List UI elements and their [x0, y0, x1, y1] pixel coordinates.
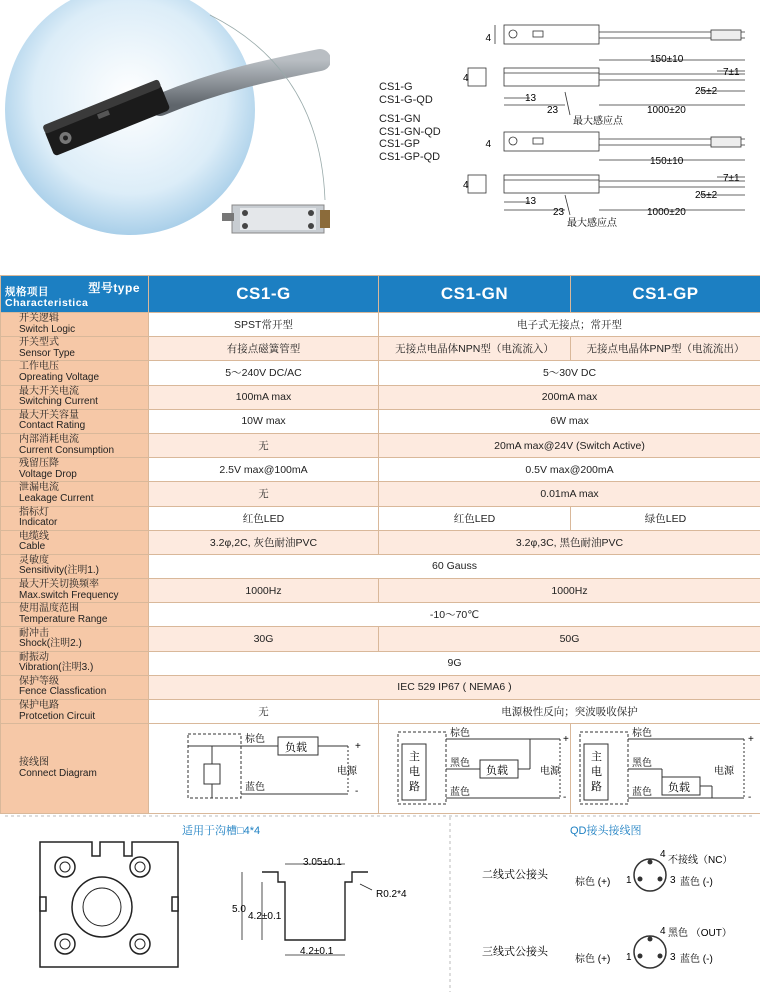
- pin-4-label: 黑色 （OUT）: [668, 928, 732, 939]
- cell-g: 红色LED: [149, 506, 379, 530]
- table-row-wiring: [1, 724, 760, 814]
- wiring-cs1-g: [149, 724, 379, 814]
- cylinder-profile: [40, 842, 178, 967]
- row-label-en: Connect Diagram: [19, 767, 97, 779]
- main-circuit-1: 主: [408, 751, 420, 764]
- cell-ngp: 电源极性反向；突波吸收保护: [379, 700, 760, 724]
- dimension-drawing: [455, 5, 760, 230]
- table-row: [1, 603, 760, 627]
- corner-item-cn: 规格项目: [5, 286, 49, 298]
- row-label-cn: 泄漏电流: [19, 482, 59, 494]
- cell-g: SPST常开型: [149, 313, 379, 337]
- bottom-drawings: [0, 812, 760, 995]
- slot-title: 适用于沟槽□4*4: [182, 825, 261, 837]
- model-list-reed: [379, 81, 433, 106]
- row-label-en: Current Consumption: [19, 444, 115, 456]
- cell-all: 9G: [149, 651, 760, 675]
- cell-ngp: 20mA max@24V (Switch Active): [379, 433, 760, 457]
- pin-4: 4: [660, 849, 666, 860]
- power-label: 电源: [336, 766, 357, 778]
- table-row: [1, 554, 760, 578]
- sense-point-label: 最大感应点: [567, 218, 617, 229]
- column-cs1-gp: CS1-GP: [571, 276, 760, 313]
- cell-g: 10W max: [149, 409, 379, 433]
- table-header: [1, 276, 760, 313]
- table-row: [1, 700, 760, 724]
- slot-section: [242, 864, 372, 955]
- cell-g: 2.5V max@100mA: [149, 458, 379, 482]
- main-circuit-1: 主: [590, 751, 602, 764]
- row-label-cn: 接线图: [19, 757, 49, 769]
- corner-item-en: Characteristica: [5, 297, 89, 309]
- table-row: [1, 313, 760, 337]
- wiring-diagram-reed: [150, 724, 378, 810]
- pin-4: 4: [660, 926, 666, 937]
- cell-g: 无: [149, 433, 379, 457]
- row-label-cn: 保护等级: [19, 675, 59, 687]
- row-label-en: Sensor Type: [19, 347, 75, 359]
- two-wire-label: 二线式公接头: [482, 869, 548, 881]
- wire-blue: 蓝色: [244, 782, 265, 794]
- wire-brown: 棕色: [244, 734, 265, 746]
- corner-type: 型号type: [88, 281, 140, 295]
- pin-3-label: 蓝色 (-): [680, 954, 713, 965]
- row-label: [1, 530, 149, 554]
- row-label: [1, 506, 149, 530]
- pin-1-label: 棕色 (+): [575, 877, 611, 888]
- pin-3: 3: [670, 952, 676, 963]
- row-label: [1, 458, 149, 482]
- main-circuit-2: 电: [590, 766, 602, 779]
- dim-150: 150±10: [650, 54, 684, 65]
- cell-gp: 绿色LED: [571, 506, 760, 530]
- row-label-en: Temperature Range: [19, 613, 108, 625]
- row-label-en: Vibration(注明3.): [19, 662, 94, 674]
- row-label: [1, 385, 149, 409]
- row-label-en: Sensitivity(注明1.): [19, 565, 100, 577]
- cell-g: 有接点磁簧管型: [149, 337, 379, 361]
- cell-g: 无: [149, 700, 379, 724]
- minus-sign: -: [354, 786, 358, 798]
- cell-g: 100mA max: [149, 385, 379, 409]
- row-label-cn: 开关型式: [19, 337, 59, 349]
- row-label-en: Shock(注明2.): [19, 638, 82, 650]
- row-label-cn: 最大开关切换频率: [19, 579, 99, 591]
- row-label-en: Contact Rating: [19, 420, 86, 432]
- table-row: [1, 651, 760, 675]
- table-row: [1, 627, 760, 651]
- dim-1000: 1000±20: [647, 207, 686, 218]
- cell-g: 5～240V DC/AC: [149, 361, 379, 385]
- table-row: [1, 385, 760, 409]
- wiring-cs1-gn: [379, 724, 571, 814]
- plus-sign: +: [747, 734, 754, 746]
- cell-ngp: 1000Hz: [379, 579, 760, 603]
- cell-g: 1000Hz: [149, 579, 379, 603]
- dim-height: 4: [463, 180, 469, 191]
- connector-two-wire: [482, 849, 732, 891]
- spec-body: [1, 313, 760, 814]
- row-label: [1, 482, 149, 506]
- cell-ngp: 200mA max: [379, 385, 760, 409]
- product-photo: [0, 0, 330, 265]
- cell-all: -10～70℃: [149, 603, 760, 627]
- dim-25: 25±2: [695, 190, 718, 201]
- row-label: [1, 433, 149, 457]
- cell-all: IEC 529 IP67 ( NEMA6 ): [149, 675, 760, 699]
- row-label-en: Voltage Drop: [19, 468, 77, 480]
- load-label: 负载: [485, 765, 508, 778]
- row-label: [1, 603, 149, 627]
- row-label-cn: 最大开关容量: [19, 409, 79, 421]
- table-row: [1, 482, 760, 506]
- row-label-en: Protcetion Circuit: [19, 710, 96, 722]
- cell-ngp: 0.5V max@200mA: [379, 458, 760, 482]
- cell-gp: 无接点电晶体PNP型（电流流出）: [571, 337, 760, 361]
- slot-dim-top: 3.05±0.1: [303, 857, 342, 868]
- row-label-cn: 耐振动: [19, 651, 49, 663]
- three-wire-label: 三线式公接头: [482, 946, 548, 958]
- minus-sign: -: [747, 792, 751, 804]
- row-label: [1, 700, 149, 724]
- cell-ngp: 0.01mA max: [379, 482, 760, 506]
- wiring-diagram-pnp: [572, 724, 760, 810]
- row-label: [1, 724, 149, 814]
- row-label-cn: 指标灯: [19, 506, 49, 518]
- row-label-cn: 使用温度范围: [19, 603, 79, 615]
- connector-three-wire: [482, 926, 732, 968]
- row-label-en: Switch Logic: [19, 323, 76, 335]
- table-row: [1, 675, 760, 699]
- model-name: CS1-GN-QD: [379, 125, 441, 138]
- table-row: [1, 530, 760, 554]
- slot-dim-outer: 5.0: [232, 904, 246, 915]
- dim-7: 7±1: [723, 67, 740, 78]
- column-cs1-gn: CS1-GN: [379, 276, 571, 313]
- wire-brown: 棕色: [449, 728, 470, 740]
- table-row: [1, 433, 760, 457]
- row-label-en: Opreating Voltage: [19, 371, 100, 383]
- pin-1: 1: [626, 952, 632, 963]
- cell-ngp: 6W max: [379, 409, 760, 433]
- wire-black: 黑色: [449, 758, 470, 770]
- table-row: [1, 458, 760, 482]
- model-name: CS1-G-QD: [379, 93, 433, 106]
- pin-3-label: 蓝色 (-): [680, 877, 713, 888]
- row-label-cn: 耐冲击: [19, 627, 49, 639]
- row-label-en: Fence Classfication: [19, 686, 107, 698]
- plus-sign: +: [562, 734, 569, 746]
- model-name: CS1-GN: [379, 113, 421, 125]
- table-row: [1, 361, 760, 385]
- column-cs1-g: CS1-G: [149, 276, 379, 313]
- row-label: [1, 627, 149, 651]
- product-header: [0, 0, 760, 265]
- wiring-cs1-gp: [571, 724, 760, 814]
- row-label-cn: 开关逻辑: [19, 313, 59, 325]
- cell-ngp: 50G: [379, 627, 760, 651]
- cylinder-photo: [222, 205, 330, 240]
- qd-title: QD接头接线图: [570, 825, 642, 837]
- model-name: CS1-GP-QD: [379, 150, 441, 163]
- dim-width: 4: [485, 139, 491, 150]
- power-label: 电源: [713, 766, 734, 778]
- cell-gn: 无接点电晶体NPN型（电流流入）: [379, 337, 571, 361]
- cell-g: 3.2φ,2C, 灰色耐油PVC: [149, 530, 379, 554]
- row-label-cn: 灵敏度: [19, 554, 49, 566]
- table-row: [1, 506, 760, 530]
- row-label-cn: 电缆线: [19, 530, 49, 542]
- row-label-cn: 工作电压: [19, 361, 59, 373]
- table-row: [1, 337, 760, 361]
- row-label-cn: 最大开关电流: [19, 385, 79, 397]
- row-label: [1, 554, 149, 578]
- pin-1-label: 棕色 (+): [575, 954, 611, 965]
- load-label: 负载: [667, 782, 690, 795]
- dim-25: 25±2: [695, 86, 718, 97]
- row-label-en: Switching Current: [19, 396, 98, 408]
- row-label-cn: 残留压降: [19, 458, 59, 470]
- cell-g: 无: [149, 482, 379, 506]
- dim-height: 4: [463, 73, 469, 84]
- cell-all: 60 Gauss: [149, 554, 760, 578]
- cell-g: 30G: [149, 627, 379, 651]
- slot-dim-radius: R0.2*4: [376, 889, 407, 900]
- main-circuit-2: 电: [408, 766, 420, 779]
- dim-150: 150±10: [650, 156, 684, 167]
- slot-dim-bottom: 4.2±0.1: [300, 946, 334, 957]
- corner-item: [5, 287, 88, 309]
- model-list-electronic: [379, 113, 441, 163]
- table-row: [1, 579, 760, 603]
- row-label: [1, 409, 149, 433]
- pin-1: 1: [626, 875, 632, 886]
- model-name: CS1-GP: [379, 138, 420, 150]
- table-row: [1, 409, 760, 433]
- dim-1000: 1000±20: [647, 105, 686, 116]
- dim-13: 13: [525, 196, 537, 207]
- row-label: [1, 675, 149, 699]
- wire-blue: 蓝色: [449, 787, 470, 799]
- header-corner: [1, 276, 149, 313]
- wire-blue: 蓝色: [631, 787, 652, 799]
- row-label: [1, 579, 149, 603]
- row-label-en: Max.switch Frequency: [19, 589, 119, 601]
- spec-table: [0, 275, 760, 814]
- pin-3: 3: [670, 875, 676, 886]
- wire-black: 黑色: [631, 758, 652, 770]
- row-label-cn: 内部消耗电流: [19, 434, 79, 446]
- wiring-diagram-npn: [380, 724, 570, 810]
- dim-23: 23: [553, 207, 565, 218]
- load-label: 负载: [284, 742, 307, 755]
- cell-ngp: 5～30V DC: [379, 361, 760, 385]
- wire-brown: 棕色: [631, 728, 652, 740]
- dim-13: 13: [525, 93, 537, 104]
- main-circuit-3: 路: [590, 781, 602, 794]
- model-name: CS1-G: [379, 81, 413, 93]
- row-label: [1, 361, 149, 385]
- minus-sign: -: [562, 792, 566, 804]
- slot-dim-inner: 4.2±0.1: [248, 911, 282, 922]
- plus-sign: +: [354, 741, 361, 753]
- row-label: [1, 651, 149, 675]
- row-label-cn: 保护电路: [19, 700, 59, 712]
- pin-4-label: 不接线（NC）: [668, 855, 733, 866]
- sense-point-label: 最大感应点: [573, 116, 623, 127]
- row-label-en: Cable: [19, 541, 46, 553]
- cell-ngp: 3.2φ,3C, 黑色耐油PVC: [379, 530, 760, 554]
- row-label-en: Leakage Current: [19, 492, 94, 504]
- row-label: [1, 313, 149, 337]
- cell-ngp: 电子式无接点；常开型: [379, 313, 760, 337]
- power-label: 电源: [539, 766, 560, 778]
- dim-7: 7±1: [723, 173, 740, 184]
- dim-23: 23: [547, 105, 559, 116]
- row-label: [1, 337, 149, 361]
- cell-gn: 红色LED: [379, 506, 571, 530]
- row-label-en: Indicator: [19, 517, 58, 529]
- dim-width: 4: [485, 33, 491, 44]
- main-circuit-3: 路: [408, 781, 420, 794]
